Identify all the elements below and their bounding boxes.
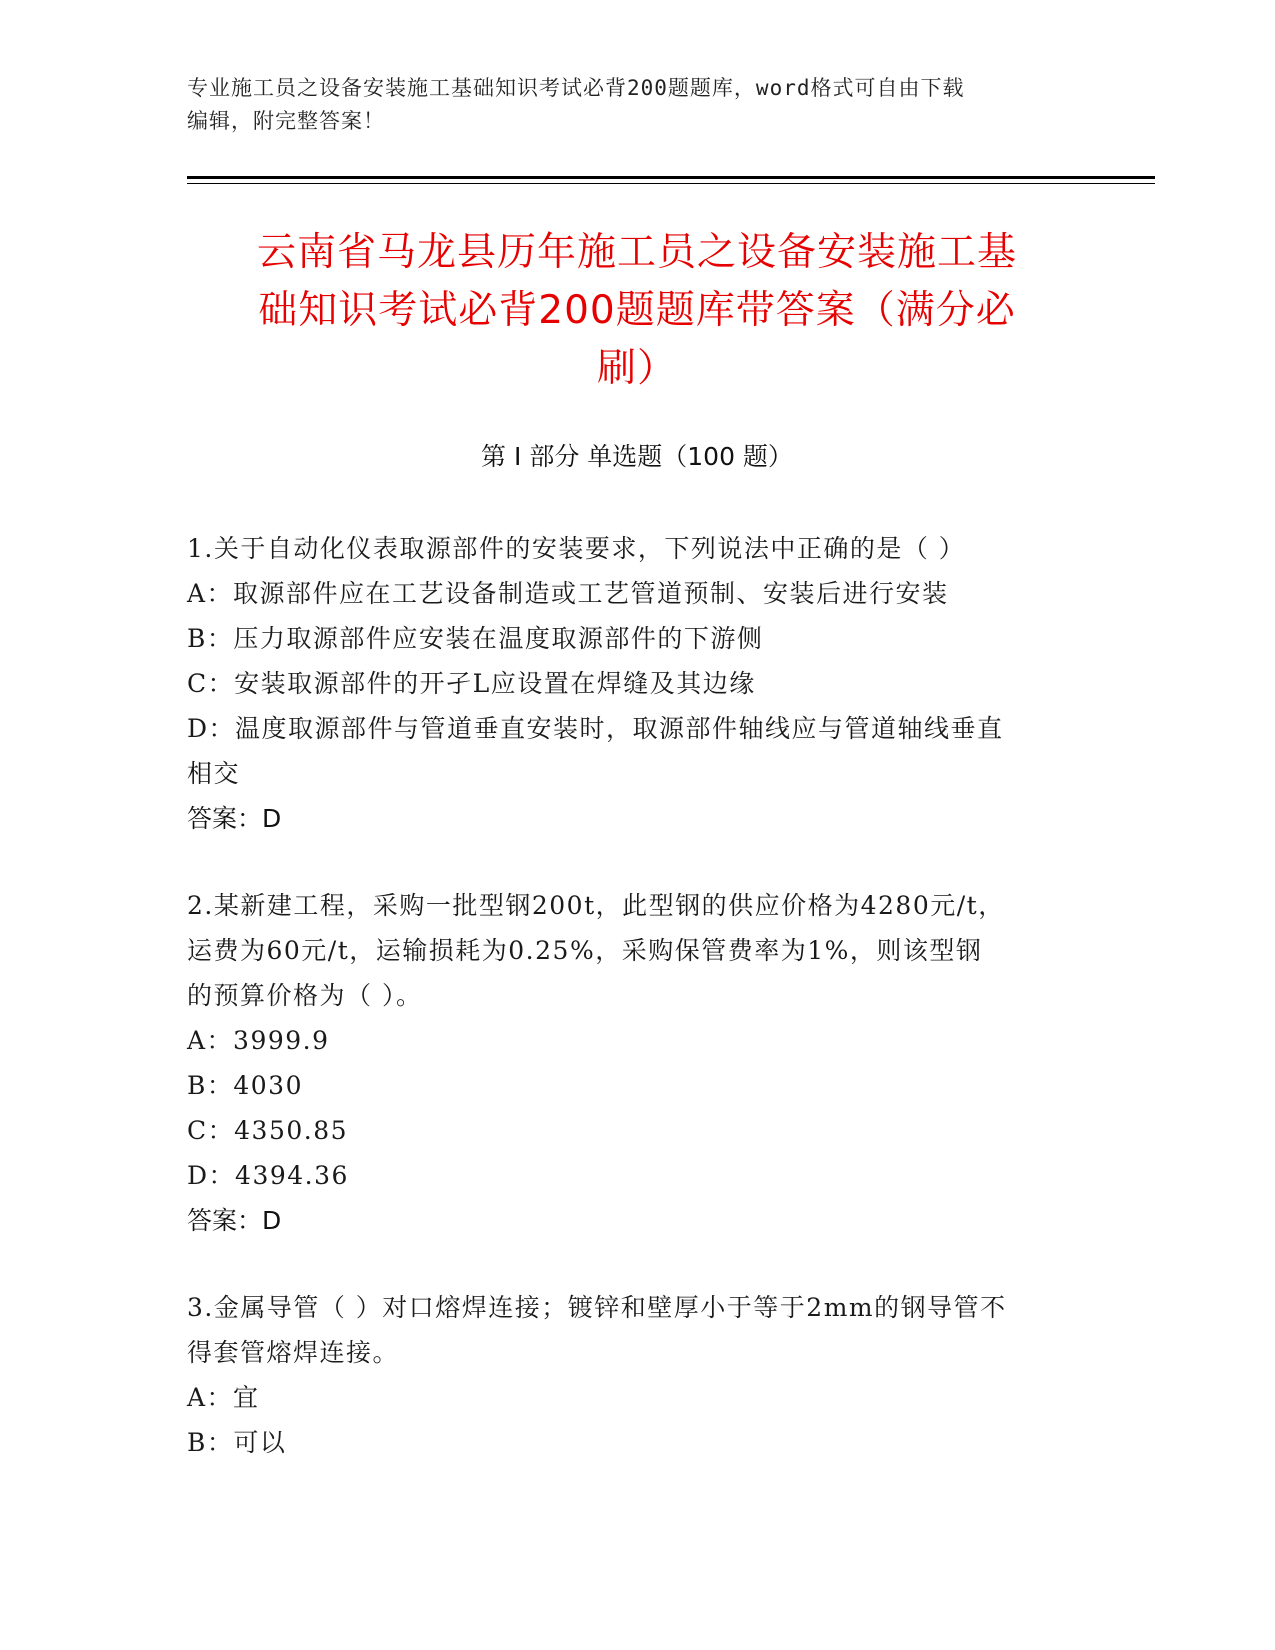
option-d: D：4394.36 xyxy=(187,1161,349,1190)
title-line: 础知识考试必背200题题库带答案（满分必 xyxy=(258,288,1016,333)
option-c: C：4350.85 xyxy=(187,1116,349,1145)
option-a: A：取源部件应在工艺设备制造或工艺管道预制、安装后进行安装 xyxy=(187,579,949,608)
section-title: 第 I 部分 单选题（100 题） xyxy=(481,442,793,471)
question-stem-continued: 运费为60元/t，运输损耗为0.25%，采购保管费率为1%，则该型钢 xyxy=(187,936,983,965)
option-a: A：3999.9 xyxy=(187,1026,330,1055)
answer-text: 答案：D xyxy=(187,1206,282,1235)
question-stem: 2.某新建工程，采购一批型钢200t，此型钢的供应价格为4280元/t， xyxy=(187,891,1005,920)
option-c: C：安装取源部件的开孑L应设置在焊缝及其边缘 xyxy=(187,669,756,698)
header-note-line: 编辑，附完整答案！ xyxy=(187,109,385,133)
title-line: 刷） xyxy=(596,346,677,391)
question-stem-continued: 得套管熔焊连接。 xyxy=(187,1338,400,1367)
question-item-1 xyxy=(187,526,1087,841)
option-b: B：4030 xyxy=(187,1071,303,1100)
header-note-line: 专业施工员之设备安装施工基础知识考试必背200题题库，word格式可自由下载 xyxy=(187,76,965,100)
option-b: B：压力取源部件应安装在温度取源部件的下游侧 xyxy=(187,624,764,653)
question-list xyxy=(187,526,1087,1507)
answer-text: 答案：D xyxy=(187,804,282,833)
question-stem: 3.金属导管（ ）对口熔焊连接；镀锌和壁厚小于等于2mm的钢导管不 xyxy=(187,1293,1007,1322)
option-d: D：温度取源部件与管道垂直安装时，取源部件轴线应与管道轴线垂直 xyxy=(187,714,1004,743)
header-divider-thin xyxy=(187,183,1155,184)
option-b: B：可以 xyxy=(187,1428,287,1457)
header-note xyxy=(187,72,1087,138)
question-stem: 1.关于自动化仪表取源部件的安装要求，下列说法中正确的是（ ） xyxy=(187,534,966,563)
option-a: A：宜 xyxy=(187,1383,260,1412)
question-item-2 xyxy=(187,883,1087,1243)
header-divider-thick xyxy=(187,176,1155,179)
document-title xyxy=(187,224,1087,398)
question-item-3 xyxy=(187,1285,1087,1465)
question-stem-continued: 的预算价格为（ ）。 xyxy=(187,981,423,1010)
option-d-continued: 相交 xyxy=(187,759,241,788)
title-line: 云南省马龙县历年施工员之设备安装施工基 xyxy=(256,230,1017,275)
